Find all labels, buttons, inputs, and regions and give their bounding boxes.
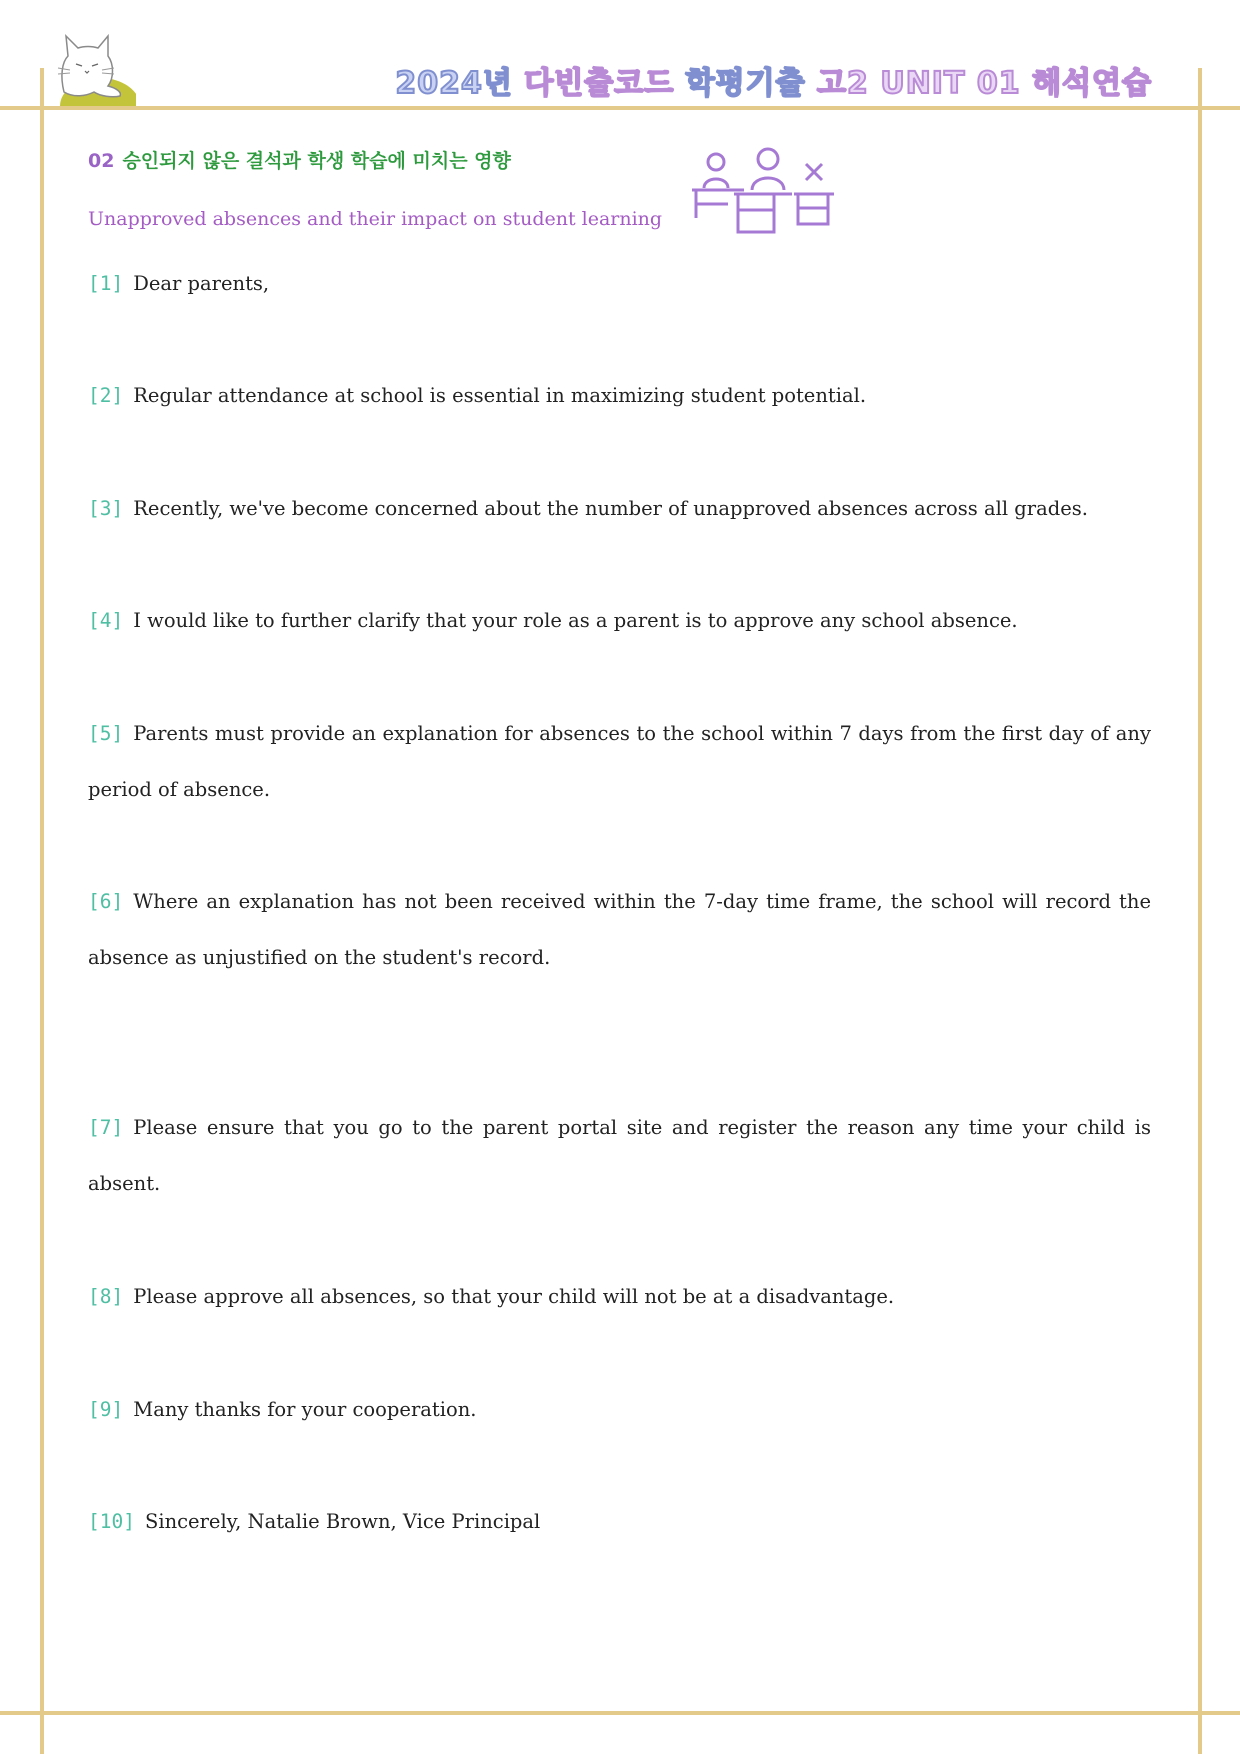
classroom-desks-icon bbox=[688, 146, 838, 236]
header-title-practice: 해석연습 bbox=[1032, 66, 1152, 101]
sentence-number: [2] bbox=[88, 384, 124, 407]
sentence-text: I would like to further clarify that your role as a parent is to approve any school absence. bbox=[133, 609, 1018, 632]
sentence-number: [6] bbox=[88, 890, 124, 913]
frame-line-top bbox=[0, 106, 1240, 110]
frame-line-right bbox=[1198, 68, 1202, 1754]
header-title-code: 다빈출코드 bbox=[524, 66, 675, 101]
sentence-number: [5] bbox=[88, 722, 124, 745]
sentence-number: [10] bbox=[88, 1510, 135, 1533]
sentence-number: [8] bbox=[88, 1285, 124, 1308]
sentence-text: Please ensure that you go to the parent portal site and register the reason any time your child is absent. bbox=[88, 1116, 1151, 1195]
header-title-exam: 학평기출 bbox=[685, 66, 806, 101]
sentence-7 bbox=[88, 1100, 1151, 1212]
sentence-6 bbox=[88, 874, 1151, 986]
sentence-text: Many thanks for your cooperation. bbox=[133, 1398, 477, 1421]
sentence-9 bbox=[88, 1382, 1151, 1438]
section-title bbox=[88, 146, 511, 173]
sentence-3 bbox=[88, 481, 1151, 537]
sentence-10 bbox=[88, 1494, 1151, 1550]
sentence-text: Regular attendance at school is essential in maximizing student potential. bbox=[133, 384, 867, 407]
sentence-text: Where an explanation has not been received within the 7-day time frame, the school will record the absence as unjustified on the student's record. bbox=[88, 890, 1151, 969]
sentence-text: Parents must provide an explanation for absences to the school within 7 days from the first day of any period of absence. bbox=[88, 722, 1151, 801]
sentence-number: [7] bbox=[88, 1116, 124, 1139]
frame-line-bottom bbox=[0, 1711, 1240, 1715]
sentence-number: [1] bbox=[88, 272, 124, 295]
sentence-text: Recently, we've become concerned about the number of unapproved absences across all grades. bbox=[133, 497, 1088, 520]
sentence-text: Dear parents, bbox=[133, 272, 270, 295]
cat-icon bbox=[50, 26, 136, 106]
sentence-number: [9] bbox=[88, 1398, 124, 1421]
sentence-text: Sincerely, Natalie Brown, Vice Principal bbox=[144, 1510, 541, 1533]
section-code: 02 bbox=[88, 150, 115, 172]
sentence-number: [4] bbox=[88, 609, 124, 632]
sentence-5 bbox=[88, 706, 1151, 818]
sentence-1 bbox=[88, 256, 1151, 312]
sentence-number: [3] bbox=[88, 497, 124, 520]
sentence-8 bbox=[88, 1269, 1151, 1325]
header-title-unit: 고2 UNIT 01 bbox=[817, 66, 1021, 101]
section-korean-title: 승인되지 않은 결석과 학생 학습에 미치는 영향 bbox=[122, 150, 511, 172]
sentence-text: Please approve all absences, so that your child will not be at a disadvantage. bbox=[133, 1285, 895, 1308]
section-english-title: Unapproved absences and their impact on student learning bbox=[88, 208, 663, 230]
page-header-title bbox=[395, 58, 1152, 102]
sentence-2 bbox=[88, 368, 1151, 424]
sentence-4 bbox=[88, 593, 1151, 649]
frame-line-left bbox=[40, 68, 44, 1754]
header-title-year: 2024년 bbox=[395, 66, 513, 101]
